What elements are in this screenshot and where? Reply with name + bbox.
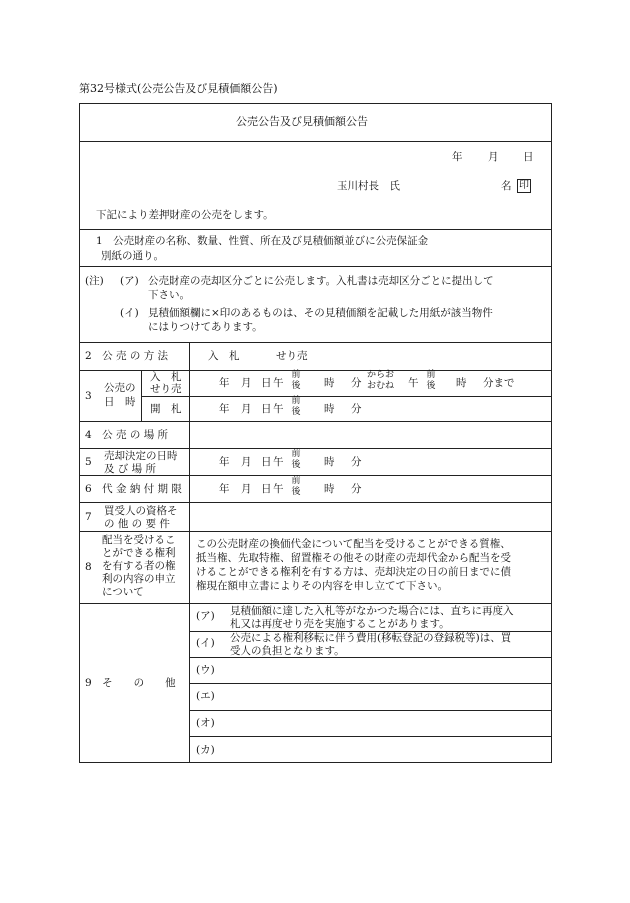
divider <box>189 683 552 684</box>
date-month: 月 <box>488 151 499 163</box>
divider <box>79 502 552 503</box>
divider <box>79 531 552 532</box>
row5-label-2: 及 び 場 所 <box>104 463 157 475</box>
row8-text-line: 抵当権、先取特権、留置権その他その財産の売却代金から配当を受 <box>196 552 511 564</box>
note-i-label: (イ) <box>120 307 139 319</box>
row9-item-i-line1: 公売による権利移転に伴う費用(移転登記の登録税等)は、買 <box>230 632 512 644</box>
dt-go: 後 <box>291 487 301 497</box>
row8-label-line: とができる権利 <box>102 547 176 559</box>
dt-ampm: 午 <box>273 403 284 415</box>
dt-month: 月 <box>241 456 252 468</box>
row7-label-1: 買受人の資格そ <box>104 505 178 517</box>
row9-item-a-line2: 札又は再度せり売を実施することがあります。 <box>230 618 450 630</box>
divider <box>79 421 552 422</box>
dt-year: 年 <box>219 377 230 389</box>
dt-minute: 分 <box>351 483 362 495</box>
dt-kara-1: からお <box>367 370 395 380</box>
divider <box>79 448 552 449</box>
intro-text: 下記により差押財産の公売をします。 <box>96 209 274 221</box>
date-day: 日 <box>523 151 534 163</box>
divider <box>79 342 552 343</box>
row8-label-line: について <box>102 586 144 598</box>
dt-minute: 分 <box>351 456 362 468</box>
divider <box>79 141 552 142</box>
dt-year: 年 <box>219 456 230 468</box>
method-tender: 入 札 <box>208 350 240 362</box>
row9-item-ka-label: (カ) <box>196 744 215 756</box>
note-a-line2: 下さい。 <box>148 289 190 301</box>
row9-item-e-label: (エ) <box>196 690 215 702</box>
row9-item-i-label: (イ) <box>196 637 215 649</box>
row4-label: 4 公 売 の 場 所 <box>85 429 169 441</box>
seal-mark: 印 <box>519 180 529 191</box>
method-auction: せり売 <box>276 350 308 362</box>
row6-label: 6 代 金 納 付 期 限 <box>85 483 182 495</box>
dt-month: 月 <box>241 403 252 415</box>
dt-month: 月 <box>241 377 252 389</box>
page-title: 公売公告及び見積価額公告 <box>236 115 368 128</box>
row3-label-2: 日 時 <box>104 396 136 408</box>
dt-ampm: 午 <box>273 483 284 495</box>
dt-ampm: 午 <box>273 456 284 468</box>
row9-item-o-label: (オ) <box>196 717 215 729</box>
note-a-line1: 公売財産の売却区分ごとに公売します。入札書は売却区分ごとに提出して <box>148 275 494 287</box>
divider <box>79 266 552 267</box>
note-a-label: (ア) <box>120 275 139 287</box>
dt-hour: 時 <box>324 403 335 415</box>
row9-item-i-line2: 受人の負担となります。 <box>230 645 345 657</box>
row9-label: 9 そ の 他 <box>85 677 176 689</box>
note-i-line1: 見積価額欄に×印のあるものは、その見積価額を記載した用紙が該当物件 <box>148 307 493 319</box>
row2-label: 2 公 売 の 方 法 <box>85 350 169 362</box>
row7-label-2: の 他 の 要 件 <box>104 518 170 530</box>
issuer-name: 玉川村長 氏 <box>337 180 400 192</box>
dt-day: 日 <box>261 403 272 415</box>
date-year: 年 <box>452 151 463 163</box>
row8-number: 8 <box>85 561 92 573</box>
divider <box>189 736 552 737</box>
item1-line2: 別紙の通り。 <box>101 250 164 262</box>
issuer-name-label: 名 <box>501 180 512 192</box>
notes-label: (注) <box>85 275 104 287</box>
row3-label-1: 公売の <box>104 382 136 394</box>
row9-item-a-label: (ア) <box>196 610 215 622</box>
dt-hour-2: 時 <box>456 377 467 389</box>
row8-text-line: この公売財産の換価代金について配当を受けることができる質権、 <box>196 538 511 550</box>
row8-label-line: を有する者の権 <box>102 560 176 572</box>
dt-hour: 時 <box>324 483 335 495</box>
item1-line1: 1 公売財産の名称、数量、性質、所在及び見積価額並びに公売保証金 <box>96 235 429 247</box>
dt-minute: 分 <box>351 403 362 415</box>
divider <box>189 657 552 658</box>
form-number: 第32号様式(公売公告及び見積価額公告) <box>79 82 278 95</box>
dt-go-2: 後 <box>426 381 436 391</box>
row9-item-a-line1: 見積価額に達した入札等がなかつた場合には、直ちに再度入 <box>230 605 514 617</box>
dt-zen-2: 前 <box>426 370 436 380</box>
dt-year: 年 <box>219 483 230 495</box>
row5-number: 5 <box>85 456 92 468</box>
row5-label-1: 売却決定の日時 <box>104 450 178 462</box>
dt-zen: 前 <box>291 449 301 459</box>
dt-day: 日 <box>261 483 272 495</box>
dt-go: 後 <box>291 381 301 391</box>
dt-kara-2: おむね <box>367 381 395 391</box>
note-i-line2: にはりつけてあります。 <box>148 321 263 333</box>
divider <box>79 603 552 604</box>
row9-item-u-label: (ウ) <box>196 664 215 676</box>
row8-label-line: 配当を受けるこ <box>102 534 176 546</box>
dt-hour: 時 <box>324 377 335 389</box>
divider <box>79 475 552 476</box>
dt-until: 分まで <box>483 377 515 389</box>
row3-sub2: 開 札 <box>150 403 182 415</box>
row8-text-line: けることができる権利を有する方は、売却決定の日の前日までに債 <box>196 566 511 578</box>
dt-go: 後 <box>291 460 301 470</box>
dt-zen: 前 <box>291 396 301 406</box>
row8-text-line: 権現在額申立書によりその内容を申し立てて下さい。 <box>196 580 448 592</box>
sub-column-divider <box>141 370 142 421</box>
dt-zen: 前 <box>291 476 301 486</box>
divider <box>79 229 552 230</box>
divider <box>141 396 552 397</box>
row3-number: 3 <box>85 390 92 402</box>
dt-zen: 前 <box>291 370 301 380</box>
dt-go: 後 <box>291 407 301 417</box>
dt-day: 日 <box>261 377 272 389</box>
row7-number: 7 <box>85 511 92 523</box>
dt-day: 日 <box>261 456 272 468</box>
dt-ampm: 午 <box>273 377 284 389</box>
label-column-divider <box>189 342 190 603</box>
row8-label-line: 利の内容の申立 <box>102 573 176 585</box>
dt-ampm-2: 午 <box>408 377 419 389</box>
divider <box>189 710 552 711</box>
dt-hour: 時 <box>324 456 335 468</box>
row3-sub1-2: せり売 <box>150 383 182 395</box>
label-column-divider <box>189 603 190 763</box>
dt-year: 年 <box>219 403 230 415</box>
dt-month: 月 <box>241 483 252 495</box>
row3-sub1-1: 入 札 <box>150 371 182 383</box>
dt-minute: 分 <box>351 377 362 389</box>
